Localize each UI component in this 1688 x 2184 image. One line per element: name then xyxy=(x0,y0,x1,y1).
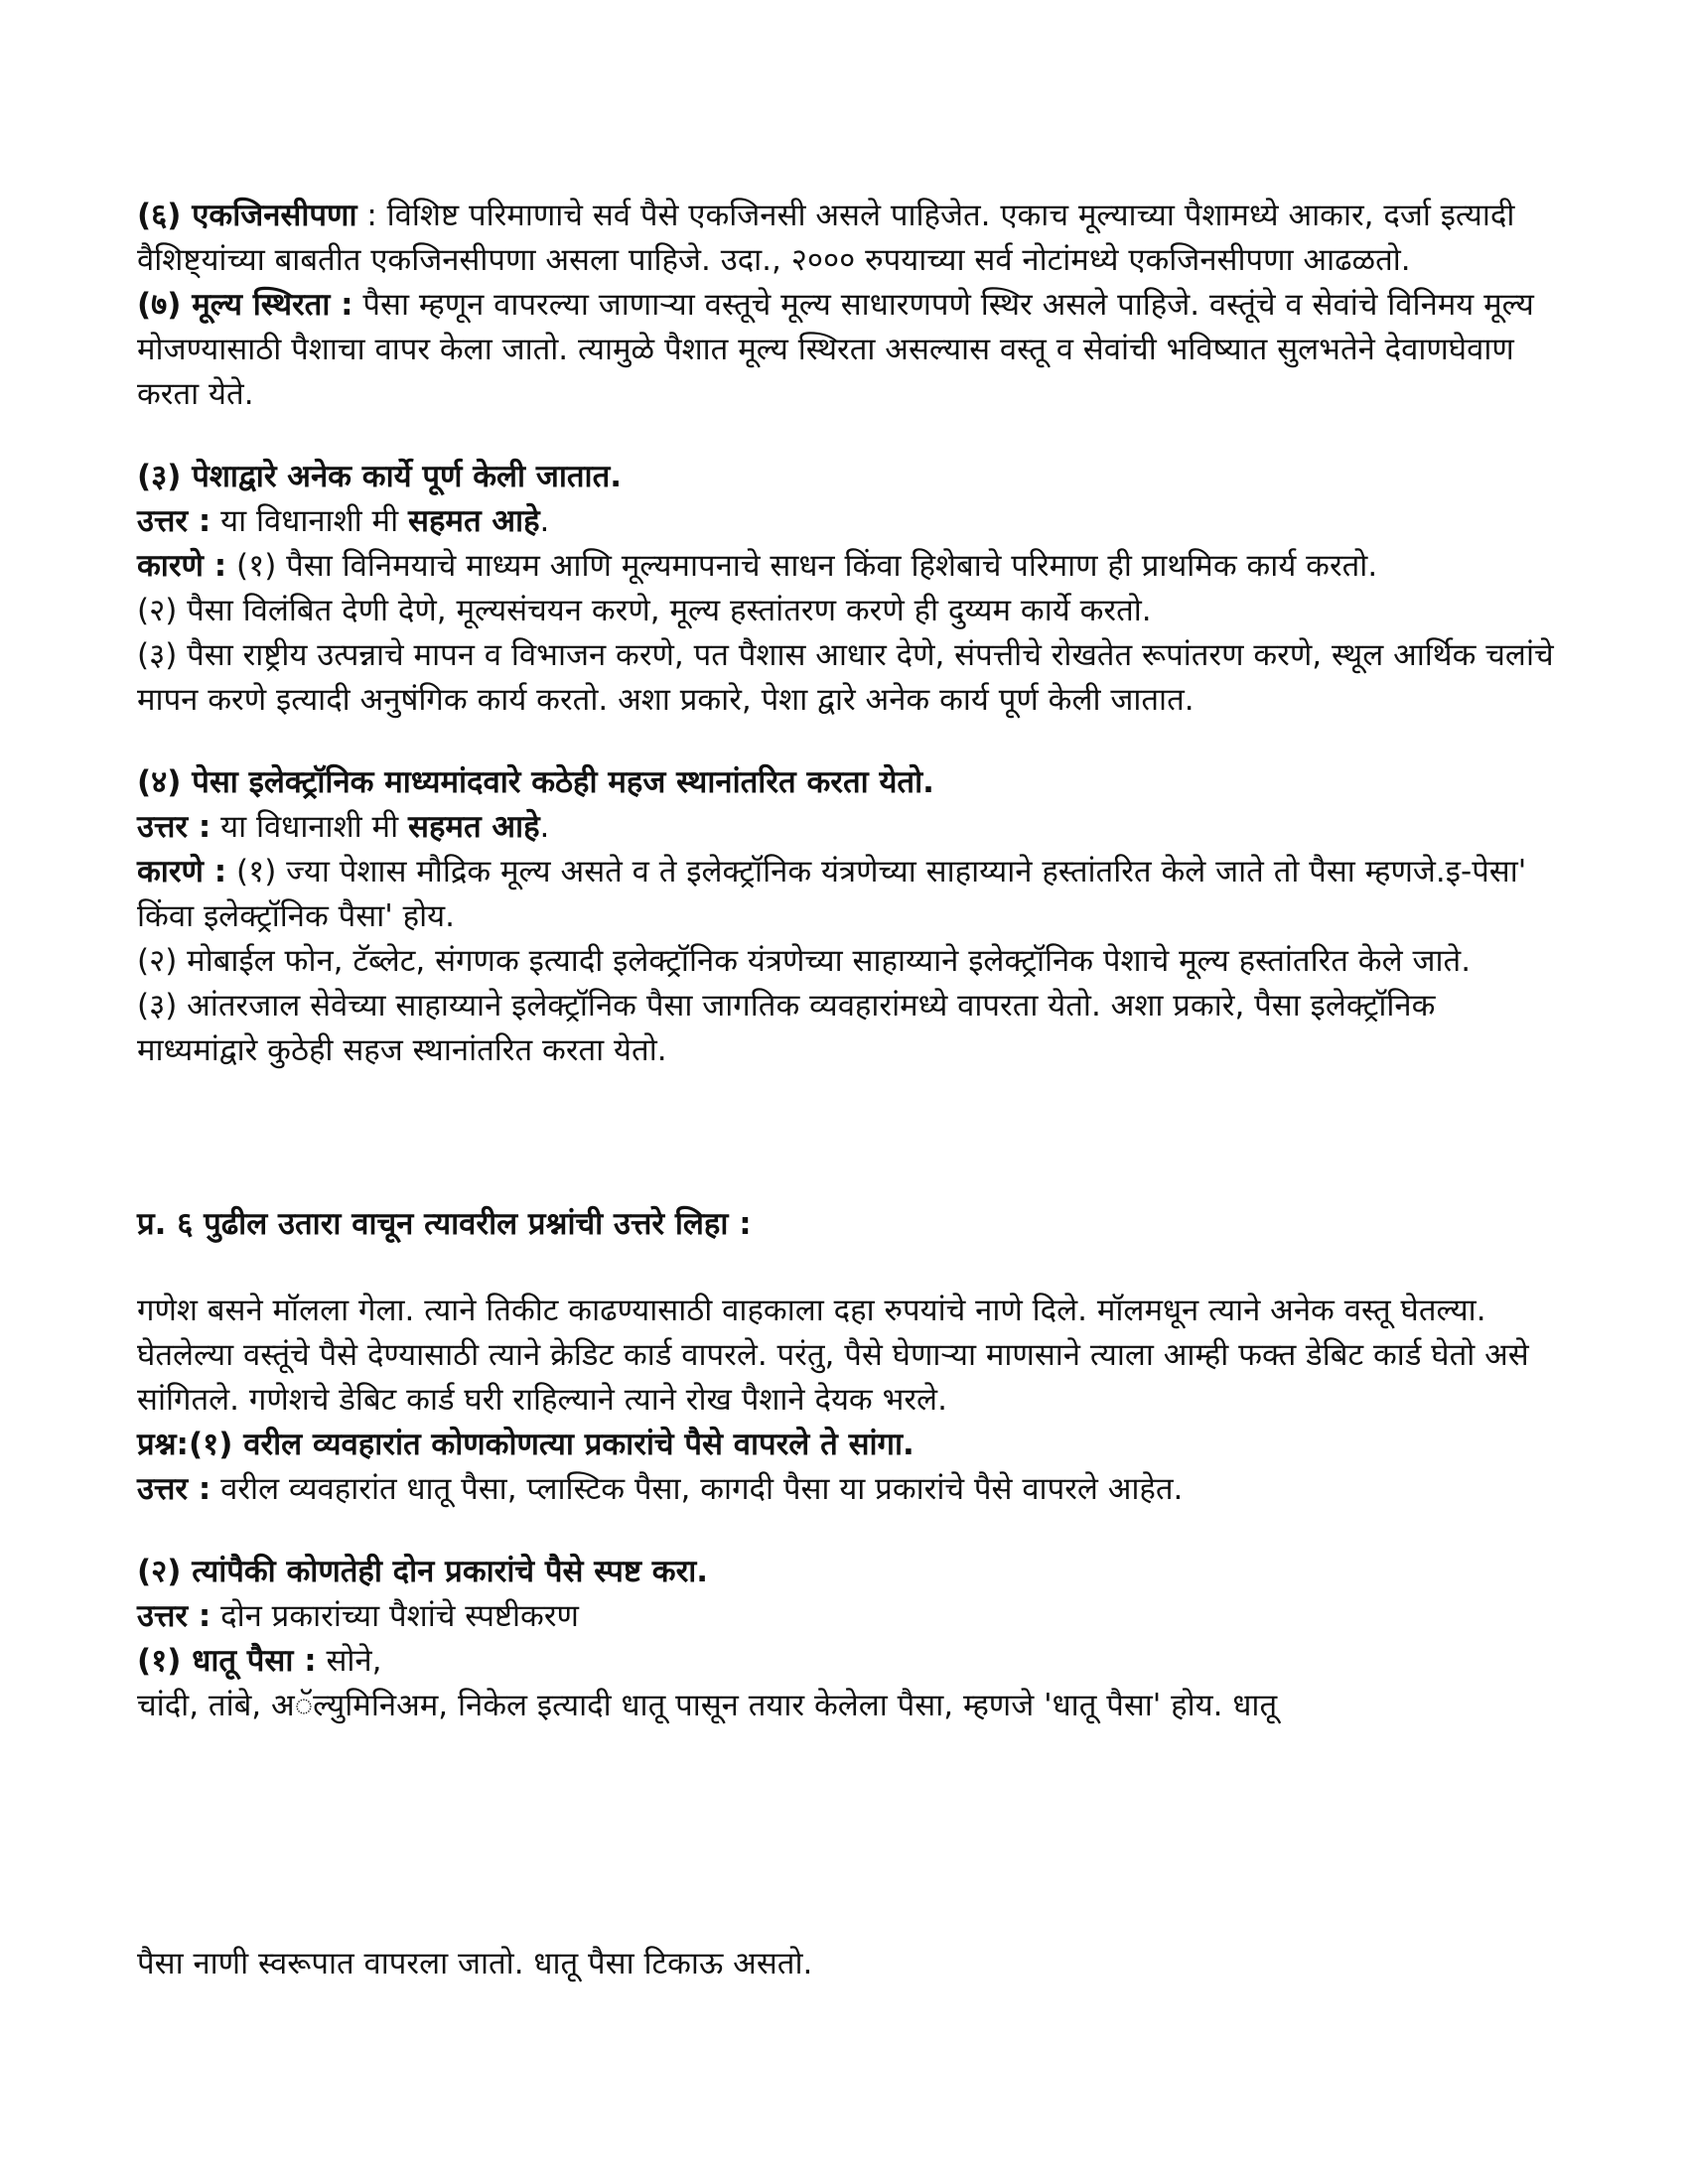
question-4-reason-3: (३) आंतरजाल सेवेच्या साहाय्याने इलेक्ट्रॉनिक पैसा जागतिक व्यवहारांमध्ये वापरता येतो. अशा प्रकारे, पैसा इलेक्ट्रॉनिक माध्यमांद्वारे कुठेही सहज स्थानांतरित करता येतो. xyxy=(137,988,1436,1068)
answer-label: उत्तर : xyxy=(137,1471,211,1507)
section-6-label: (६) एकजिनसीपणा xyxy=(137,198,357,233)
section-7-paragraph xyxy=(137,283,1557,417)
passage-paragraph-2: घेतलेल्या वस्तूंचे पैसे देण्यासाठी त्याने क्रेडिट कार्ड वापरले. परंतु, पैसे घेणाऱ्या माणसाने त्याला आम्ही फक्त डेबिट कार्ड घेतो असे सांगितले. गणेशचे डेबिट कार्ड घरी राहिल्याने त्याने रोख पैशाने देयक भरले. xyxy=(137,1337,1529,1418)
metal-money-label: (१) धातू पैसा : xyxy=(137,1643,317,1679)
answer-label: उत्तर : xyxy=(137,809,211,845)
question-4-reason-1 xyxy=(137,850,1557,939)
reason-1-text: (१) ज्या पेशास मौद्रिक मूल्य असते व ते इलेक्ट्रॉनिक यंत्रणेच्या साहाय्याने हस्तांतरित केले जाते तो पैसा म्हणजे.इ-पेसा' किंवा इलेक्ट्रॉनिक पैसा' होय. xyxy=(137,854,1527,934)
sub-question-1: प्रश्न:(१) वरील व्यवहारांत कोणकोणत्या प्रकारांचे पैसे वापरले ते सांगा. xyxy=(137,1427,914,1462)
question-3-reason-1 xyxy=(137,544,1557,589)
reasons-label: कारणे : xyxy=(137,854,227,889)
section-7-text: पैसा म्हणून वापरल्या जाणाऱ्या वस्तूचे मूल्य साधारणपणे स्थिर असले पाहिजे. वस्तूंचे व सेवांचे विनिमय मूल्य मोजण्यासाठी पैशाचा वापर केला जातो. त्यामुळे पैशात मूल्य स्थिरता असल्यास वस्तू व सेवांची भविष्यात सुलभतेने देवाणघेवाण करता येते. xyxy=(137,287,1534,412)
answer-agree: सहमत आहे xyxy=(407,809,540,845)
question-6-heading: प्र. ६ पुढील उतारा वाचून त्यावरील प्रश्नांची उत्तरे लिहा : xyxy=(137,1206,752,1242)
question-4-heading: (४) पेसा इलेक्ट्रॉनिक माध्यमांदवारे कठेही महज स्थानांतरित करता येतो. xyxy=(137,764,934,800)
sub-question-2: (२) त्यांपैकी कोणतेही दोन प्रकारांचे पैसे स्पष्ट करा. xyxy=(137,1554,709,1589)
question-3-reason-2: (२) पैसा विलंबित देणी देणे, मूल्यसंचयन करणे, मूल्य हस्तांतरण करणे ही दुय्यम कार्ये करतो. xyxy=(137,593,1152,628)
answer-label: उत्तर : xyxy=(137,1598,211,1634)
answer-text: वरील व्यवहारांत धातू पैसा, प्लास्टिक पैसा, कागदी पैसा या प्रकारांचे पैसे वापरले आहेत. xyxy=(211,1471,1184,1507)
question-3-reason-3: (३) पैसा राष्ट्रीय उत्पन्नाचे मापन व विभाजन करणे, पत पैशास आधार देणे, संपत्तीचे रोखतेत रूपांतरण करणे, स्थूल आर्थिक चलांचे मापन करणे इत्यादी अनुषंगिक कार्य करतो. अशा प्रकारे, पेशा द्वारे अनेक कार्य पूर्ण केली जातात. xyxy=(137,637,1554,718)
metal-money-heading xyxy=(137,1639,1557,1684)
answer-text: या विधानाशी मी xyxy=(211,809,408,845)
section-6-text: : विशिष्ट परिमाणाचे सर्व पैसे एकजिनसी असले पाहिजेत. एकाच मूल्याच्या पैशामध्ये आकार, दर्जा इत्यादी वैशिष्ट्यांच्या बाबतीत एकजिनसीपणा असला पाहिजे. उदा., २००० रुपयाच्या सर्व नोटांमध्ये एकजिनसीपणा आढळतो. xyxy=(137,198,1515,278)
section-7-label: (७) मूल्य स्थिरता : xyxy=(137,287,353,323)
reasons-label: कारणे : xyxy=(137,548,227,584)
sub-answer-2 xyxy=(137,1594,1557,1639)
metal-money-description: चांदी, तांबे, अॅल्युमिनिअम, निकेल इत्यादी धातू पासून तयार केलेला पैसा, म्हणजे 'धातू पैसा' होय. धातू xyxy=(137,1688,1278,1723)
metal-money-text: सोने, xyxy=(316,1643,382,1679)
section-6-paragraph xyxy=(137,194,1557,283)
cut-off-line xyxy=(137,1946,1557,1993)
document-body xyxy=(137,194,1557,1728)
answer-end: . xyxy=(539,809,550,845)
sub-answer-1 xyxy=(137,1467,1557,1512)
reason-1-text: (१) पैसा विनिमयाचे माध्यम आणि मूल्यमापनाचे साधन किंवा हिशेबाचे परिमाण ही प्राथमिक कार्य करतो. xyxy=(226,548,1378,584)
passage-paragraph-1: गणेश बसने मॉलला गेला. त्याने तिकीट काढण्यासाठी वाहकाला दहा रुपयांचे नाणे दिले. मॉलमधून त्याने अनेक वस्तू घेतल्या. xyxy=(137,1293,1486,1328)
question-3-answer xyxy=(137,499,1557,544)
cut-off-text: पैसा नाणी स्वरूपात वापरला जातो. धातू पैसा टिकाऊ असतो. xyxy=(137,1946,813,1981)
question-4-reason-2: (२) मोबाईल फोन, टॅब्लेट, संगणक इत्यादी इलेक्ट्रॉनिक यंत्रणेच्या साहाय्याने इलेक्ट्रॉनिक पेशाचे मूल्य हस्तांतरित केले जाते. xyxy=(137,943,1472,979)
answer-text: दोन प्रकारांच्या पैशांचे स्पष्टीकरण xyxy=(211,1598,579,1634)
question-3-heading: (३) पेशाद्वारे अनेक कार्ये पूर्ण केली जातात. xyxy=(137,459,623,494)
answer-agree: सहमत आहे xyxy=(407,503,540,539)
answer-end: . xyxy=(539,503,550,539)
question-4-answer xyxy=(137,805,1557,850)
answer-label: उत्तर : xyxy=(137,503,211,539)
answer-text: या विधानाशी मी xyxy=(211,503,408,539)
